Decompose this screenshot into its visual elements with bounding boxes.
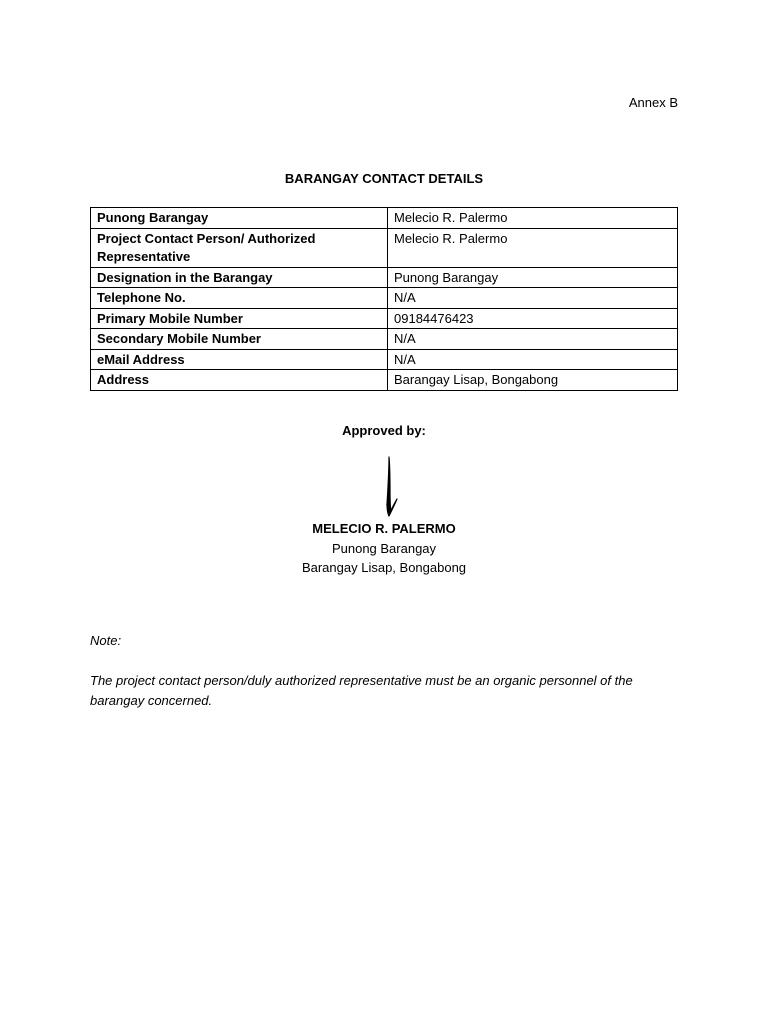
table-row — [91, 288, 678, 309]
table-row — [91, 329, 678, 350]
table-row — [91, 267, 678, 288]
signer-block — [0, 519, 768, 578]
row-value: N/A — [388, 329, 678, 350]
row-label: Telephone No. — [91, 288, 388, 309]
row-value: N/A — [388, 349, 678, 370]
table-row — [91, 208, 678, 229]
approved-by-heading: Approved by: — [342, 423, 426, 438]
row-label: Designation in the Barangay — [91, 267, 388, 288]
signer-location: Barangay Lisap, Bongabong — [301, 560, 467, 575]
row-label: Punong Barangay — [91, 208, 388, 229]
note-text: The project contact person/duly authorized representative must be an organic personnel of the barangay concerned. — [90, 673, 633, 708]
row-value: Melecio R. Palermo — [388, 208, 678, 229]
row-value: Barangay Lisap, Bongabong — [388, 370, 678, 391]
signer-title: Punong Barangay — [331, 540, 437, 556]
row-label: Secondary Mobile Number — [91, 329, 388, 350]
table-row — [91, 308, 678, 329]
row-label: Address — [91, 370, 388, 391]
row-label: eMail Address — [91, 349, 388, 370]
row-label: Project Contact Person/ Authorized Representative — [91, 228, 388, 267]
table-row — [91, 370, 678, 391]
table-row — [91, 228, 678, 267]
table-row — [91, 349, 678, 370]
signature-image — [370, 454, 410, 520]
row-label: Primary Mobile Number — [91, 308, 388, 329]
row-value: Punong Barangay — [388, 267, 678, 288]
note-label: Note: — [90, 633, 122, 648]
document-title: BARANGAY CONTACT DETAILS — [284, 171, 484, 186]
signer-name: MELECIO R. PALERMO — [312, 521, 456, 536]
contact-details-table — [90, 207, 678, 391]
row-value: N/A — [388, 288, 678, 309]
row-value: 09184476423 — [388, 308, 678, 329]
row-value: Melecio R. Palermo — [388, 228, 678, 267]
annex-label: Annex B — [628, 95, 678, 110]
